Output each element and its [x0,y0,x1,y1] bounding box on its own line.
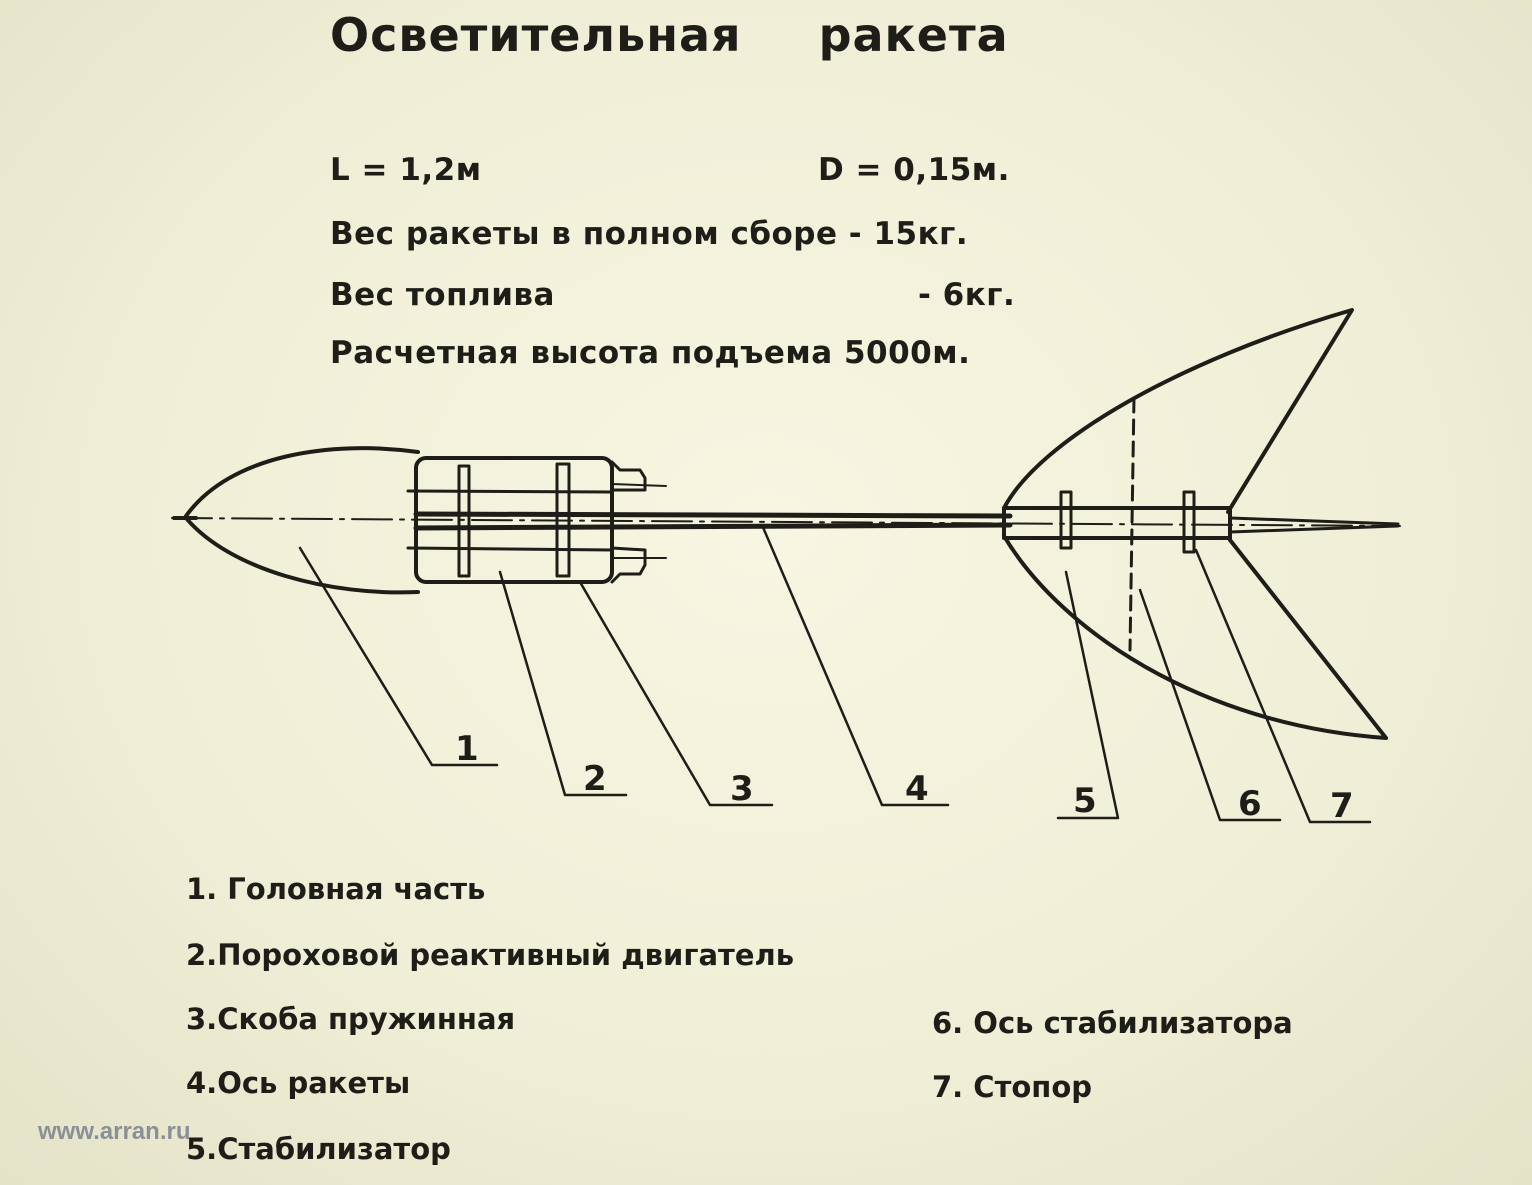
callout-label-2: 2 [583,759,607,799]
motor-rod-upper [612,484,666,486]
site-watermark: www.arran.ru [38,1118,191,1145]
tail-rod-lower [1230,526,1398,532]
spring-clamp-front [459,466,469,576]
motor-nozzle-lower [612,548,645,582]
spec-weight-full: Вес ракеты в полном сборе - 15кг. [330,216,969,252]
stabilizer-fin-upper [1004,310,1352,512]
motor-inner-bottom [408,548,612,550]
legend-item-2: 2.Пороховой реактивный двигатель [186,938,795,972]
legend-item-4: 4.Ось ракеты [186,1066,411,1100]
callout-label-1: 1 [455,729,479,769]
rocket-rod-bottom [416,525,1010,528]
callout-label-4: 4 [905,769,929,809]
motor-inner-top [408,491,612,492]
spec-diameter: D = 0,15м. [818,152,1010,188]
callout-label-3: 3 [730,769,754,809]
stabilizer-fin-lower [1004,536,1386,738]
legend-item-1: 1. Головная часть [186,872,486,906]
tail-rod-upper [1230,518,1398,524]
legend-item-5: 5.Стабилизатор [186,1132,451,1166]
callout-label-5: 5 [1073,781,1097,821]
legend-item-3: 3.Скоба пружинная [186,1002,516,1036]
legend-item-6: 6. Ось стабилизатора [932,1006,1293,1040]
legend-item-7: 7. Стопор [932,1070,1093,1104]
spec-length: L = 1,2м [330,152,482,188]
nose-cone-lower [186,518,418,592]
spec-weight-fuel-value: - 6кг. [918,277,1016,313]
callout-label-6: 6 [1238,784,1262,824]
nose-cone-upper [186,448,418,516]
spec-weight-fuel-label: Вес топлива [330,277,555,313]
spec-altitude: Расчетная высота подъема 5000м. [330,335,971,371]
leader-line-4 [762,525,948,805]
callout-label-7: 7 [1330,786,1354,826]
stopper-clamp [1184,492,1194,552]
rocket-rod-top [416,514,1010,516]
page-title: Осветительная ракета [330,8,1009,62]
leader-line-2 [500,572,626,795]
